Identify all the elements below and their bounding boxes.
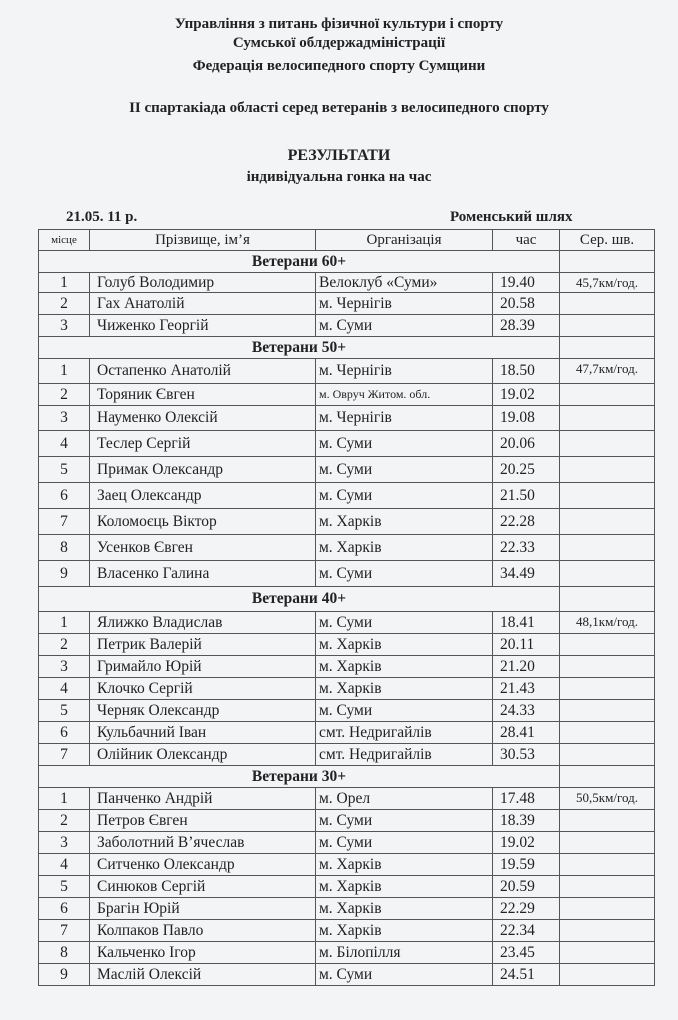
avg-speed-cell xyxy=(560,561,655,587)
group-header-blank-cell xyxy=(560,251,655,273)
time-cell: 34.49 xyxy=(493,561,560,587)
table-row xyxy=(39,678,655,700)
table-row xyxy=(39,612,655,634)
time-cell: 18.39 xyxy=(493,810,560,832)
time-cell: 19.02 xyxy=(493,832,560,854)
organization-cell: м. Суми xyxy=(316,457,493,483)
avg-speed-cell xyxy=(560,942,655,964)
table-row xyxy=(39,964,655,986)
time-cell: 20.59 xyxy=(493,876,560,898)
organization-cell: м. Харків xyxy=(316,920,493,942)
place-cell: 3 xyxy=(39,656,90,678)
organization-cell: м. Суми xyxy=(316,483,493,509)
place-cell: 6 xyxy=(39,722,90,744)
time-cell: 22.34 xyxy=(493,920,560,942)
avg-speed-cell xyxy=(560,384,655,406)
avg-speed-cell xyxy=(560,656,655,678)
group-title: Ветерани 60+ xyxy=(39,251,560,273)
table-row xyxy=(39,406,655,431)
place-cell: 5 xyxy=(39,876,90,898)
time-cell: 22.33 xyxy=(493,535,560,561)
time-cell: 22.28 xyxy=(493,509,560,535)
time-cell: 30.53 xyxy=(493,744,560,766)
table-row xyxy=(39,457,655,483)
group-header-row xyxy=(39,766,655,788)
avg-speed-cell xyxy=(560,876,655,898)
organization-cell: м. Харків xyxy=(316,876,493,898)
column-header-avg-speed: Сер. шв. xyxy=(560,230,655,251)
time-cell: 20.06 xyxy=(493,431,560,457)
table-row xyxy=(39,744,655,766)
avg-speed-cell xyxy=(560,431,655,457)
time-cell: 20.58 xyxy=(493,293,560,315)
table-header-row xyxy=(39,230,655,251)
name-cell: Голуб Володимир xyxy=(90,273,316,293)
name-cell: Примак Олександр xyxy=(90,457,316,483)
group-header-blank-cell xyxy=(560,587,655,612)
avg-speed-cell xyxy=(560,898,655,920)
table-row xyxy=(39,561,655,587)
time-cell: 24.51 xyxy=(493,964,560,986)
organization-cell: м. Харків xyxy=(316,656,493,678)
name-cell: Ситченко Олександр xyxy=(90,854,316,876)
name-cell: Чиженко Георгій xyxy=(90,315,316,337)
name-cell: Кальченко Ігор xyxy=(90,942,316,964)
place-cell: 6 xyxy=(39,898,90,920)
time-cell: 21.43 xyxy=(493,678,560,700)
place-cell: 9 xyxy=(39,964,90,986)
table-row xyxy=(39,832,655,854)
organization-cell: смт. Недригайлів xyxy=(316,744,493,766)
organization-cell: м. Чернігів xyxy=(316,406,493,431)
name-cell: Панченко Андрій xyxy=(90,788,316,810)
time-cell: 28.41 xyxy=(493,722,560,744)
time-cell: 21.50 xyxy=(493,483,560,509)
avg-speed-cell xyxy=(560,406,655,431)
group-title: Ветерани 30+ xyxy=(39,766,560,788)
name-cell: Петров Євген xyxy=(90,810,316,832)
organization-cell: м. Суми xyxy=(316,431,493,457)
organization-cell: м. Харків xyxy=(316,854,493,876)
organization-cell: м. Суми xyxy=(316,561,493,587)
organization-cell: м. Харків xyxy=(316,678,493,700)
table-row xyxy=(39,942,655,964)
table-row xyxy=(39,898,655,920)
organization-cell: м. Орел xyxy=(316,788,493,810)
organization-cell: м. Чернігів xyxy=(316,359,493,384)
organization-cell: м. Суми xyxy=(316,832,493,854)
column-header-organization: Організація xyxy=(316,230,493,251)
name-cell: Усенков Євген xyxy=(90,535,316,561)
place-cell: 4 xyxy=(39,431,90,457)
name-cell: Петрик Валерій xyxy=(90,634,316,656)
results-table xyxy=(38,229,655,986)
time-cell: 22.29 xyxy=(493,898,560,920)
organization-cell: м. Харків xyxy=(316,535,493,561)
place-cell: 4 xyxy=(39,678,90,700)
table-row xyxy=(39,656,655,678)
avg-speed-cell xyxy=(560,810,655,832)
place-cell: 7 xyxy=(39,920,90,942)
organization-cell: м. Харків xyxy=(316,634,493,656)
organization-cell: Велоклуб «Суми» xyxy=(316,273,493,293)
place-cell: 9 xyxy=(39,561,90,587)
table-row xyxy=(39,359,655,384)
avg-speed-cell xyxy=(560,832,655,854)
time-cell: 17.48 xyxy=(493,788,560,810)
table-row xyxy=(39,700,655,722)
avg-speed-cell: 50,5км/год. xyxy=(560,788,655,810)
race-location: Роменський шлях xyxy=(450,209,573,225)
column-header-place: місце xyxy=(39,230,90,251)
name-cell: Брагін Юрій xyxy=(90,898,316,920)
place-cell: 5 xyxy=(39,457,90,483)
organization-cell: смт. Недригайлів xyxy=(316,722,493,744)
place-cell: 1 xyxy=(39,612,90,634)
place-cell: 8 xyxy=(39,535,90,561)
avg-speed-cell xyxy=(560,920,655,942)
organization-cell: м. Овруч Житом. обл. xyxy=(316,384,493,406)
table-row xyxy=(39,483,655,509)
organization-cell: м. Суми xyxy=(316,612,493,634)
avg-speed-cell xyxy=(560,509,655,535)
name-cell: Маслій Олексій xyxy=(90,964,316,986)
avg-speed-cell xyxy=(560,678,655,700)
place-cell: 6 xyxy=(39,483,90,509)
place-cell: 3 xyxy=(39,315,90,337)
avg-speed-cell xyxy=(560,722,655,744)
table-row xyxy=(39,810,655,832)
group-header-row xyxy=(39,337,655,359)
place-cell: 7 xyxy=(39,744,90,766)
time-cell: 21.20 xyxy=(493,656,560,678)
name-cell: Теслер Сергій xyxy=(90,431,316,457)
place-cell: 3 xyxy=(39,406,90,431)
time-cell: 19.02 xyxy=(493,384,560,406)
name-cell: Олійник Олександр xyxy=(90,744,316,766)
group-header-row xyxy=(39,587,655,612)
name-cell: Черняк Олександр xyxy=(90,700,316,722)
group-title: Ветерани 50+ xyxy=(39,337,560,359)
table-row xyxy=(39,384,655,406)
race-type: індивідуальна гонка на час xyxy=(246,169,432,185)
name-cell: Гримайло Юрій xyxy=(90,656,316,678)
name-cell: Гах Анатолій xyxy=(90,293,316,315)
table-row xyxy=(39,634,655,656)
place-cell: 2 xyxy=(39,293,90,315)
table-row xyxy=(39,315,655,337)
avg-speed-cell xyxy=(560,854,655,876)
table-row xyxy=(39,431,655,457)
name-cell: Власенко Галина xyxy=(90,561,316,587)
name-cell: Клочко Сергій xyxy=(90,678,316,700)
organization-cell: м. Суми xyxy=(316,700,493,722)
avg-speed-cell xyxy=(560,293,655,315)
avg-speed-cell xyxy=(560,964,655,986)
place-cell: 7 xyxy=(39,509,90,535)
name-cell: Коломоєць Віктор xyxy=(90,509,316,535)
place-cell: 1 xyxy=(39,359,90,384)
name-cell: Заболотний В’ячеслав xyxy=(90,832,316,854)
time-cell: 23.45 xyxy=(493,942,560,964)
time-cell: 24.33 xyxy=(493,700,560,722)
place-cell: 3 xyxy=(39,832,90,854)
avg-speed-cell: 45,7км/год. xyxy=(560,273,655,293)
event-title: ІІ спартакіада області серед ветеранів з велосипедного спорту xyxy=(129,100,549,116)
organization-cell: м. Суми xyxy=(316,964,493,986)
avg-speed-cell xyxy=(560,315,655,337)
time-cell: 20.11 xyxy=(493,634,560,656)
name-cell: Торяник Євген xyxy=(90,384,316,406)
results-heading: РЕЗУЛЬТАТИ xyxy=(287,147,391,164)
time-cell: 18.41 xyxy=(493,612,560,634)
name-cell: Кульбачний Іван xyxy=(90,722,316,744)
table-row xyxy=(39,854,655,876)
time-cell: 18.50 xyxy=(493,359,560,384)
avg-speed-cell xyxy=(560,700,655,722)
organization-cell: м. Суми xyxy=(316,810,493,832)
place-cell: 2 xyxy=(39,634,90,656)
table-row xyxy=(39,722,655,744)
avg-speed-cell xyxy=(560,744,655,766)
table-row xyxy=(39,535,655,561)
time-cell: 20.25 xyxy=(493,457,560,483)
header-organization-line1: Управління з питань фізичної культури і спорту xyxy=(174,16,504,32)
group-header-blank-cell xyxy=(560,766,655,788)
group-header-blank-cell xyxy=(560,337,655,359)
avg-speed-cell: 48,1км/год. xyxy=(560,612,655,634)
table-row xyxy=(39,788,655,810)
table-row xyxy=(39,509,655,535)
place-cell: 1 xyxy=(39,788,90,810)
table-row xyxy=(39,273,655,293)
organization-cell: м. Суми xyxy=(316,315,493,337)
organization-cell: м. Чернігів xyxy=(316,293,493,315)
organization-cell: м. Харків xyxy=(316,509,493,535)
organization-cell: м. Білопілля xyxy=(316,942,493,964)
group-header-row xyxy=(39,251,655,273)
column-header-time: час xyxy=(493,230,560,251)
organization-cell: м. Харків xyxy=(316,898,493,920)
avg-speed-cell xyxy=(560,457,655,483)
name-cell: Заец Олександр xyxy=(90,483,316,509)
place-cell: 2 xyxy=(39,810,90,832)
header-organization-line2: Сумської облдержадміністрації xyxy=(232,35,446,51)
place-cell: 2 xyxy=(39,384,90,406)
name-cell: Остапенко Анатолій xyxy=(90,359,316,384)
place-cell: 5 xyxy=(39,700,90,722)
name-cell: Науменко Олексій xyxy=(90,406,316,431)
table-row xyxy=(39,920,655,942)
time-cell: 19.59 xyxy=(493,854,560,876)
place-cell: 4 xyxy=(39,854,90,876)
table-row xyxy=(39,876,655,898)
table-row xyxy=(39,293,655,315)
place-cell: 1 xyxy=(39,273,90,293)
time-cell: 28.39 xyxy=(493,315,560,337)
header-federation: Федерація велосипедного спорту Сумщини xyxy=(192,58,486,74)
avg-speed-cell xyxy=(560,535,655,561)
name-cell: Синюков Сергій xyxy=(90,876,316,898)
avg-speed-cell xyxy=(560,483,655,509)
avg-speed-cell: 47,7км/год. xyxy=(560,359,655,384)
column-header-name: Прізвище, ім’я xyxy=(90,230,316,251)
race-date: 21.05. 11 р. xyxy=(66,209,138,225)
avg-speed-cell xyxy=(560,634,655,656)
group-title: Ветерани 40+ xyxy=(39,587,560,612)
place-cell: 8 xyxy=(39,942,90,964)
time-cell: 19.08 xyxy=(493,406,560,431)
name-cell: Колпаков Павло xyxy=(90,920,316,942)
name-cell: Ялижко Владислав xyxy=(90,612,316,634)
time-cell: 19.40 xyxy=(493,273,560,293)
